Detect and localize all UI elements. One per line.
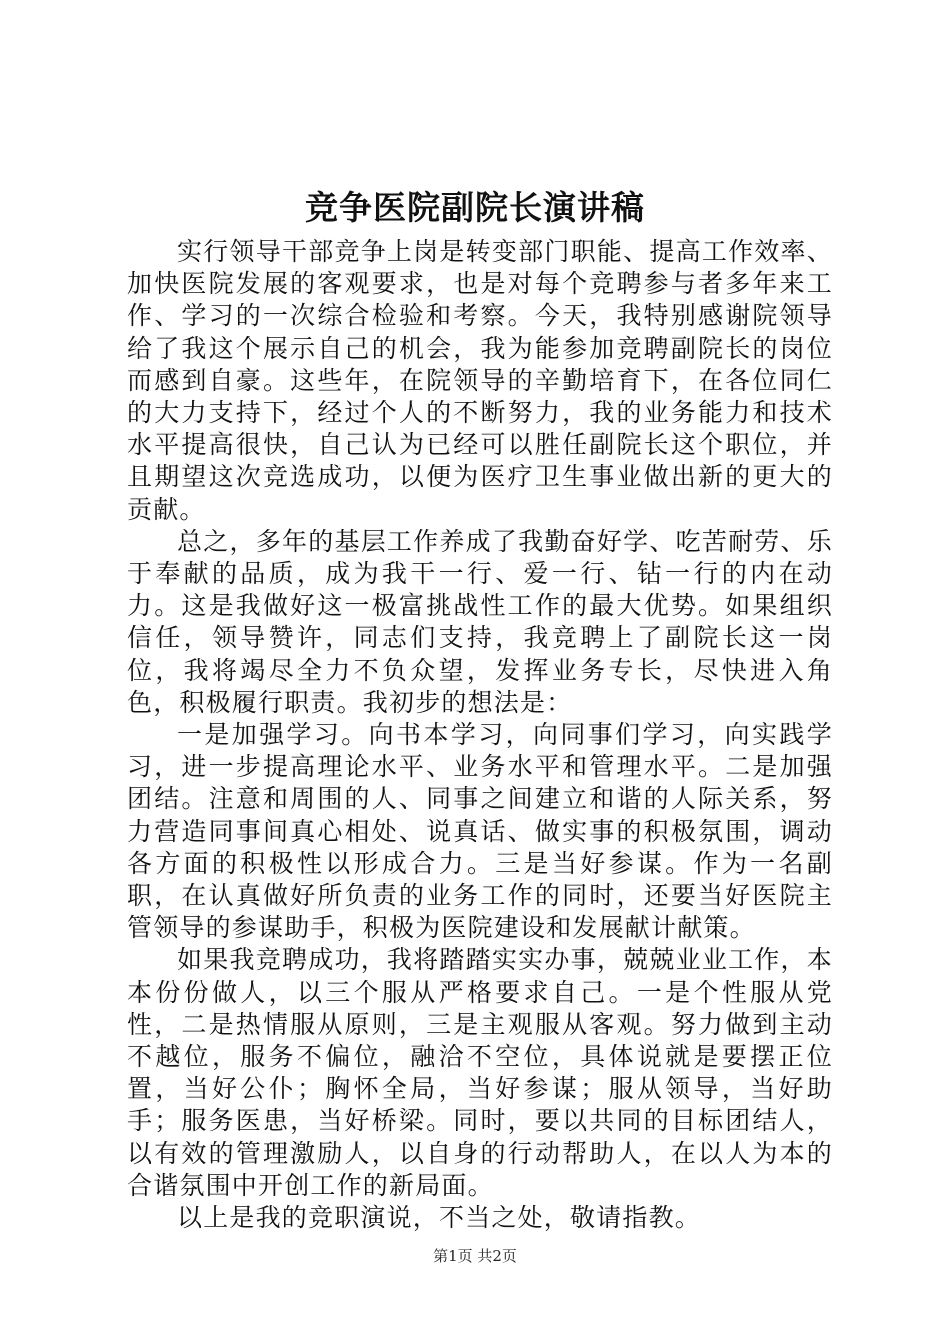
- paragraph: 如果我竞聘成功，我将踏踏实实办事，兢兢业业工作，本本份份做人，以三个服从严格要求自己。一是个性服从党性，二是热情服从原则，三是主观服从客观。努力做到主动不越位，服务不偏位，融洽不空位，具体说就是要摆正位置，当好公仆；胸怀全局，当好参谋；服从领导，当好助手；服务医患，当好桥梁。同时，要以共同的目标团结人，以有效的管理激励人，以自身的行动帮助人，在以人为本的合谐氛围中开创工作的新局面。: [127, 945, 833, 1200]
- page-footer: 第1页 共2页: [433, 1247, 517, 1265]
- document-body: [127, 236, 833, 1234]
- paragraph: 实行领导干部竞争上岗是转变部门职能、提高工作效率、加快医院发展的客观要求，也是对每个竞聘参与者多年来工作、学习的一次综合检验和考察。今天，我特别感谢院领导给了我这个展示自己的机会，我为能参加竞聘副院长的岗位而感到自豪。这些年，在院领导的辛勤培育下，在各位同仁的大力支持下，经过个人的不断努力，我的业务能力和技术水平提高很快，自己认为已经可以胜任副院长这个职位，并且期望这次竞选成功，以便为医疗卫生事业做出新的更大的贡献。: [127, 237, 833, 524]
- paragraph: 总之，多年的基层工作养成了我勤奋好学、吃苦耐劳、乐于奉献的品质，成为我干一行、爱一行、钻一行的内在动力。这是我做好这一极富挑战性工作的最大优势。如果组织信任，领导赞许，同志们支持，我竞聘上了副院长这一岗位，我将竭尽全力不负众望，发挥业务专长，尽快进入角色，积极履行职责。我初步的想法是：: [127, 526, 833, 717]
- paragraph: 以上是我的竞职演说，不当之处，敬请指教。: [177, 1203, 702, 1233]
- document-title: 竞争医院副院长演讲稿: [305, 188, 645, 227]
- paragraph: 一是加强学习。向书本学习，向同事们学习，向实践学习，进一步提高理论水平、业务水平和管理水平。二是加强团结。注意和周围的人、同事之间建立和谐的人际关系，努力营造同事间真心相处、说真话、做实事的积极氛围，调动各方面的积极性以形成合力。三是当好参谋。作为一名副职，在认真做好所负责的业务工作的同时，还要当好医院主管领导的参谋助手，积极为医院建设和发展献计献策。: [127, 720, 833, 943]
